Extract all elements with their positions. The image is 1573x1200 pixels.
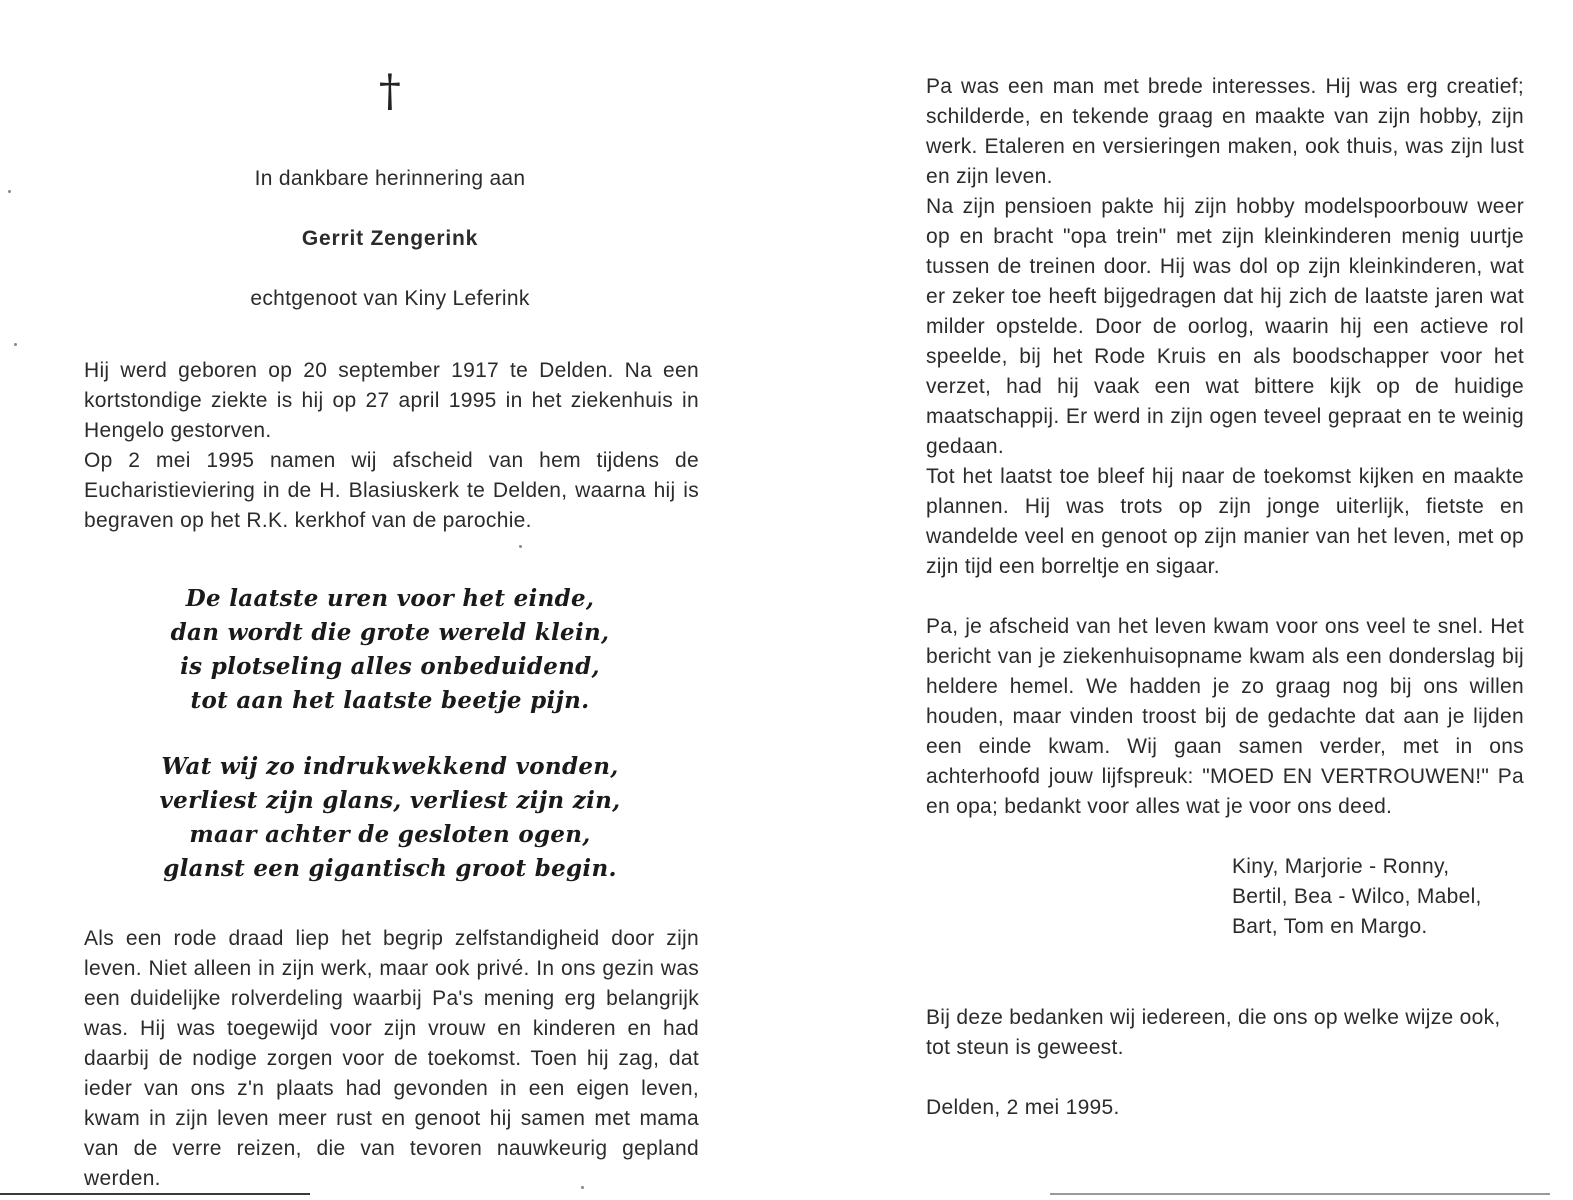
scan-speck bbox=[581, 1186, 584, 1189]
poem-stanza-1 bbox=[84, 582, 696, 718]
farewell-paragraph: Pa, je afscheid van het leven kwam voor ons veel te snel. Het bericht van je ziekenhuisopname kwam als een donderslag bij heldere hemel. We hadden je zo graag nog bij ons willen houden, maar vinden troost bij de gedachte dat aan je lijden een einde kwam. Wij gaan samen verder, met in ons achterhoofd jouw lijfspreuk: "MOED EN VERTROUWEN!" Pa en opa; bedankt voor alles wat je voor ons deed. bbox=[926, 615, 1524, 818]
poem-line: glanst een gigantisch groot begin. bbox=[163, 855, 617, 882]
signer-line: Kiny, Marjorie - Ronny, bbox=[1232, 855, 1450, 878]
poem-line: tot aan het laatste beetje pijn. bbox=[190, 687, 590, 714]
scan-speck bbox=[519, 545, 522, 548]
cross-icon: † bbox=[378, 66, 402, 117]
story-paragraph: Tot het laatst toe bleef hij naar de toekomst kijken en maakte plannen. Hij was trots op zijn jonge uiterlijk, fietste en wandelde veel en genoot op zijn manier van het leven, met op zijn tijd een borreltje en sigaar. bbox=[926, 465, 1524, 578]
poem-line: verliest zijn glans, verliest zijn zin, bbox=[159, 787, 621, 814]
scan-edge-rule bbox=[0, 1193, 310, 1195]
place-date: Delden, 2 mei 1995. bbox=[926, 1096, 1120, 1119]
scan-speck bbox=[14, 343, 17, 346]
bio-paragraph: Hij werd geboren op 20 september 1917 te Delden. Na een kortstondige ziekte is hij op 27 april 1995 in het ziekenhuis in Hengelo gestorven. bbox=[84, 359, 699, 442]
poem-line: maar achter de gesloten ogen, bbox=[189, 821, 591, 848]
story-paragraph: Als een rode draad liep het begrip zelfstandigheid door zijn leven. Niet alleen in zijn werk, maar ook privé. In ons gezin was een duidelijke rolverdeling waarbij Pa's mening erg belangrijk was. Hij was toegewijd voor zijn vrouw en kinderen en had daarbij de nodige zorgen voor de toekomst. Toen hij zag, dat ieder van ons z'n plaats had gevonden in een eigen leven, kwam in zijn leven meer rust en genoot hij samen met mama van de verre reizen, die van tevoren nauwkeurig gepland werden. bbox=[84, 927, 699, 1190]
poem-stanza-2 bbox=[84, 750, 696, 886]
signer-line: Bart, Tom en Margo. bbox=[1232, 915, 1428, 938]
scan-speck bbox=[8, 190, 11, 193]
bio-paragraph: Op 2 mei 1995 namen wij afscheid van hem tijdens de Eucharistieviering in de H. Blasiuskerk te Delden, waarna hij is begraven op het R.K. kerkhof van de parochie. bbox=[84, 449, 699, 532]
spouse-line: echtgenoot van Kiny Leferink bbox=[250, 287, 530, 310]
poem-line: is plotseling alles onbeduidend, bbox=[180, 653, 600, 680]
story-paragraph: Pa was een man met brede interesses. Hij was erg creatief; schilderde, en tekende graag en maakte van zijn hobby, zijn werk. Etaleren en versieringen maken, ook thuis, was zijn lust en zijn leven. bbox=[926, 75, 1524, 188]
thanks-paragraph: Bij deze bedanken wij iedereen, die ons op welke wijze ook, tot steun is geweest. bbox=[926, 1006, 1501, 1059]
intro-line: In dankbare herinnering aan bbox=[254, 167, 526, 190]
story-paragraph: Na zijn pensioen pakte hij zijn hobby modelspoorbouw weer op en bracht "opa trein" met zijn kleinkinderen menig uurtje tussen de treinen door. Hij was dol op zijn kleinkinderen, wat er zeker toe heeft bijgedragen dat hij zich de laatste jaren wat milder opstelde. Door de oorlog, waarin hij een actieve rol speelde, bij het Rode Kruis en als boodschapper voor het verzet, had hij vaak een wat bittere kijk op de huidige maatschappij. Er werd in zijn ogen teveel gepraat en te weinig gedaan. bbox=[926, 195, 1524, 458]
poem-line: Wat wij zo indrukwekkend vonden, bbox=[161, 753, 619, 780]
scan-edge-rule bbox=[1050, 1193, 1550, 1195]
poem-line: De laatste uren voor het einde, bbox=[185, 585, 595, 612]
left-page bbox=[84, 68, 699, 1194]
signer-line: Bertil, Bea - Wilco, Mabel, bbox=[1232, 885, 1482, 908]
deceased-name: Gerrit Zengerink bbox=[301, 227, 479, 250]
poem-line: dan wordt die grote wereld klein, bbox=[170, 619, 610, 646]
right-page bbox=[926, 72, 1524, 1123]
signers-block bbox=[1232, 852, 1524, 942]
